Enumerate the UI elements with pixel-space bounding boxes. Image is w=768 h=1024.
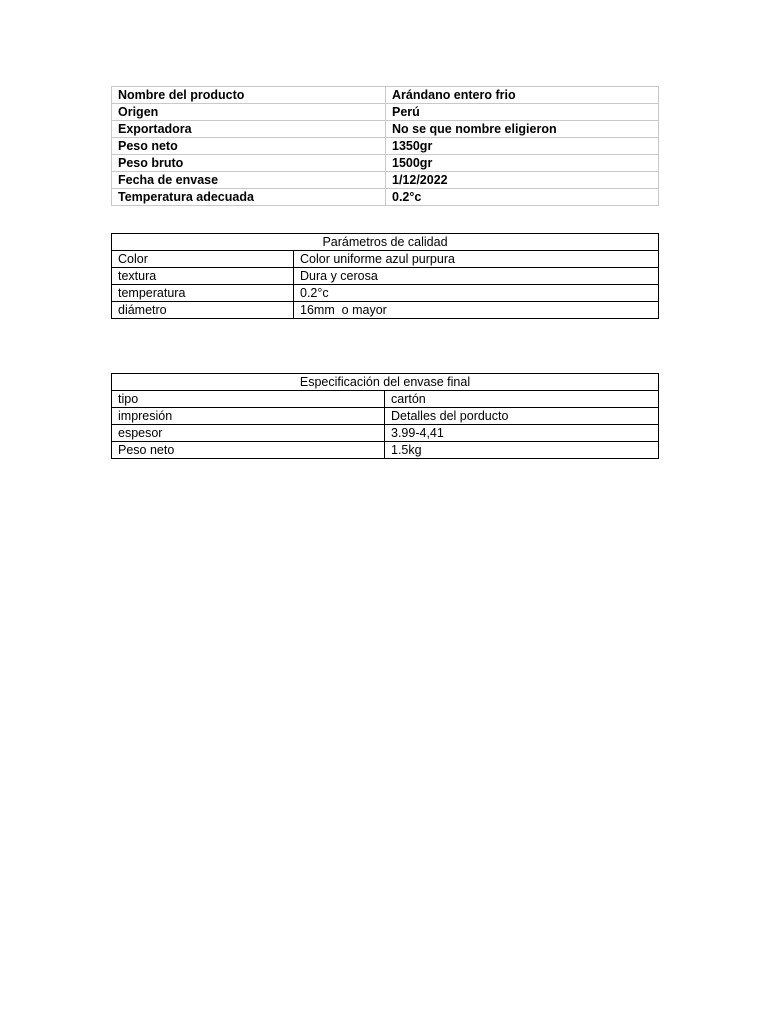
row-value: cartón <box>385 391 659 408</box>
table-row <box>112 172 659 189</box>
row-value: 16mm o mayor <box>294 302 659 319</box>
row-value: 3.99-4,41 <box>385 425 659 442</box>
table-row <box>112 155 659 172</box>
row-value: Arándano entero frio <box>386 87 659 104</box>
table-row <box>112 189 659 206</box>
table-row <box>112 121 659 138</box>
row-value: 1500gr <box>386 155 659 172</box>
table-row <box>112 87 659 104</box>
row-label: Origen <box>112 104 386 121</box>
row-label: diámetro <box>112 302 294 319</box>
row-label: espesor <box>112 425 385 442</box>
row-value: No se que nombre eligieron <box>386 121 659 138</box>
row-label: Fecha de envase <box>112 172 386 189</box>
table-title: Especificación del envase final <box>112 374 659 391</box>
row-value: Dura y cerosa <box>294 268 659 285</box>
row-label: Nombre del producto <box>112 87 386 104</box>
table-row <box>112 408 659 425</box>
product-info-table <box>111 86 659 206</box>
table-row <box>112 104 659 121</box>
row-value: 1/12/2022 <box>386 172 659 189</box>
row-value: 1350gr <box>386 138 659 155</box>
table-row <box>112 138 659 155</box>
row-label: textura <box>112 268 294 285</box>
row-value: Perú <box>386 104 659 121</box>
row-value: Detalles del porducto <box>385 408 659 425</box>
table-header-row <box>112 374 659 391</box>
row-label: impresión <box>112 408 385 425</box>
table-row <box>112 285 659 302</box>
table-row <box>112 268 659 285</box>
row-value: 0.2°c <box>386 189 659 206</box>
table-row <box>112 391 659 408</box>
row-value: 1.5kg <box>385 442 659 459</box>
table-row <box>112 251 659 268</box>
table-title: Parámetros de calidad <box>112 234 659 251</box>
row-label: Peso neto <box>112 138 386 155</box>
row-label: Peso bruto <box>112 155 386 172</box>
table-row <box>112 425 659 442</box>
row-label: Peso neto <box>112 442 385 459</box>
row-label: Exportadora <box>112 121 386 138</box>
row-label: tipo <box>112 391 385 408</box>
table-row <box>112 302 659 319</box>
table-header-row <box>112 234 659 251</box>
row-label: Temperatura adecuada <box>112 189 386 206</box>
table-row <box>112 442 659 459</box>
row-value: Color uniforme azul purpura <box>294 251 659 268</box>
row-label: Color <box>112 251 294 268</box>
row-value: 0.2°c <box>294 285 659 302</box>
row-label: temperatura <box>112 285 294 302</box>
quality-parameters-table <box>111 233 659 319</box>
packaging-spec-table <box>111 373 659 459</box>
